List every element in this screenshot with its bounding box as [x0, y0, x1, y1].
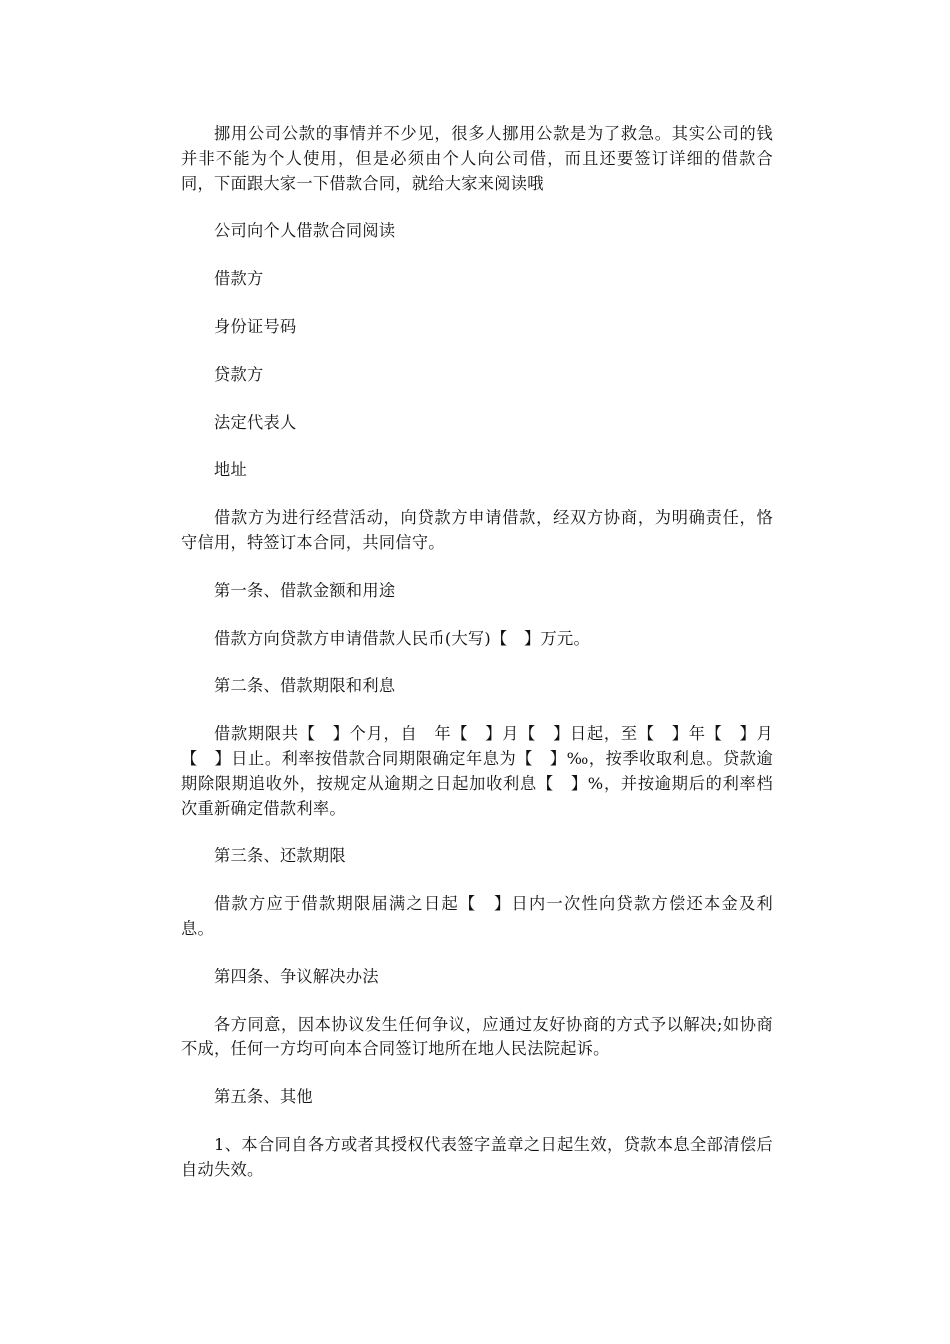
id-number-field: 身份证号码	[214, 316, 297, 336]
preamble-paragraph: 借款方为进行经营活动，向贷款方申请借款，经双方协商，为明确责任，恪守信用，特签订本合同，共同信守。	[181, 508, 773, 552]
document-body	[181, 122, 773, 1206]
article-1-text: 借款方向贷款方申请借款人民币(大写)【 】万元。	[214, 628, 590, 648]
legal-representative-field: 法定代表人	[214, 412, 297, 432]
borrower-field: 借款方	[214, 269, 264, 289]
article-5-heading: 第五条、其他	[214, 1087, 313, 1107]
article-3-heading: 第三条、还款期限	[214, 846, 346, 866]
contract-title: 公司向个人借款合同阅读	[214, 221, 396, 241]
lender-field: 贷款方	[214, 364, 264, 384]
article-5-item-1: 1、本合同自各方或者其授权代表签字盖章之日起生效，贷款本息全部清偿后自动失效。	[181, 1134, 773, 1179]
article-1-heading: 第一条、借款金额和用途	[214, 580, 396, 600]
article-4-heading: 第四条、争议解决办法	[214, 966, 379, 986]
article-2-text: 借款期限共【 】个月，自 年【 】月【 】日起，至【 】年【 】月【 】日止。利率按借款合同期限确定年息为【 】‰，按季收取利息。贷款逾期除限期追收外，按规定从逾期之日起加收利息【 】%，并按逾期后的利率档次重新确定借款利率。	[181, 724, 773, 818]
article-3-text: 借款方应于借款期限届满之日起【 】日内一次性向贷款方偿还本金及利息。	[181, 894, 773, 938]
article-2-heading: 第二条、借款期限和利息	[214, 676, 396, 696]
address-field: 地址	[214, 460, 247, 480]
intro-paragraph: 挪用公司公款的事情并不少见，很多人挪用公款是为了救急。其实公司的钱并非不能为个人使用，但是必须由个人向公司借，而且还要签订详细的借款合同，下面跟大家一下借款合同，就给大家来阅读哦	[181, 124, 773, 193]
article-4-text: 各方同意，因本协议发生任何争议，应通过友好协商的方式予以解决;如协商不成，任何一方均可向本合同签订地所在地人民法院起诉。	[181, 1014, 773, 1059]
